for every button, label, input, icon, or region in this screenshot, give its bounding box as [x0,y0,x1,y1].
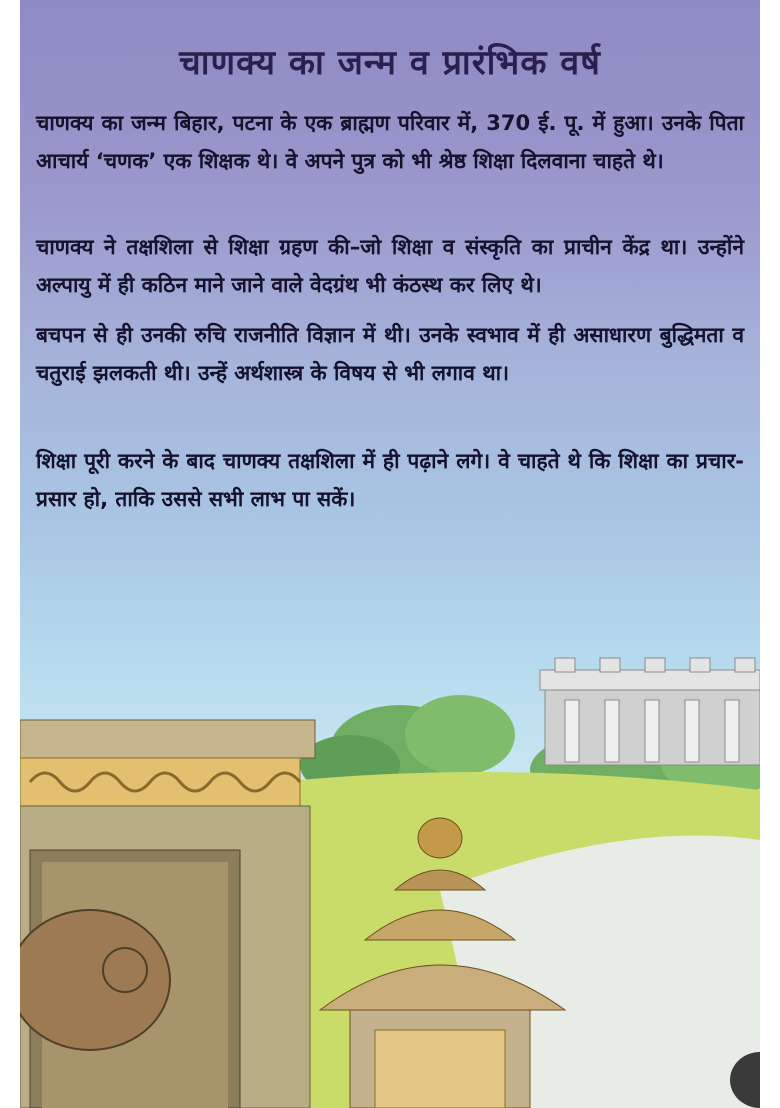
paragraph-education: चाणक्य ने तक्षशिला से शिक्षा ग्रहण की–जो शिक्षा व संस्कृति का प्राचीन केंद्र था। उन्होंने अल्पायु में ही कठिन माने जाने वाले वेदग्रंथ भी कंठस्थ कर लिए थे। [36,235,744,297]
illustration-scene [20,560,760,1108]
paragraph-interests: बचपन से ही उनकी रुचि राजनीति विज्ञान में थी। उनके स्वभाव में ही असाधारण बुद्धिमता व चतुराई झलकती थी। उन्हें अर्थशास्त्र के विषय से भी लगाव था। [36,323,744,385]
stone-pillar [20,720,315,1108]
elephant-carving [20,910,170,1050]
storybook-page [20,0,760,1108]
temple-building [540,658,760,765]
paragraph-teaching: शिक्षा पूरी करने के बाद चाणक्य तक्षशिला में ही पढ़ाने लगे। वे चाहते थे कि शिक्षा का प्रचार-प्रसार हो, ताकि उससे सभी लाभ पा सकें। [36,449,744,511]
paragraph-birth: चाणक्य का जन्म बिहार, पटना के एक ब्राह्मण परिवार में, 370 ई. पू. में हुआ। उनके पिता आचार्य ‘चणक’ एक शिक्षक थे। वे अपने पुत्र को भी श्रेष्ठ शिक्षा दिलवाना चाहते थे। [36,111,744,173]
page-title: चाणक्य का जन्म व प्रारंभिक वर्ष [179,43,601,83]
